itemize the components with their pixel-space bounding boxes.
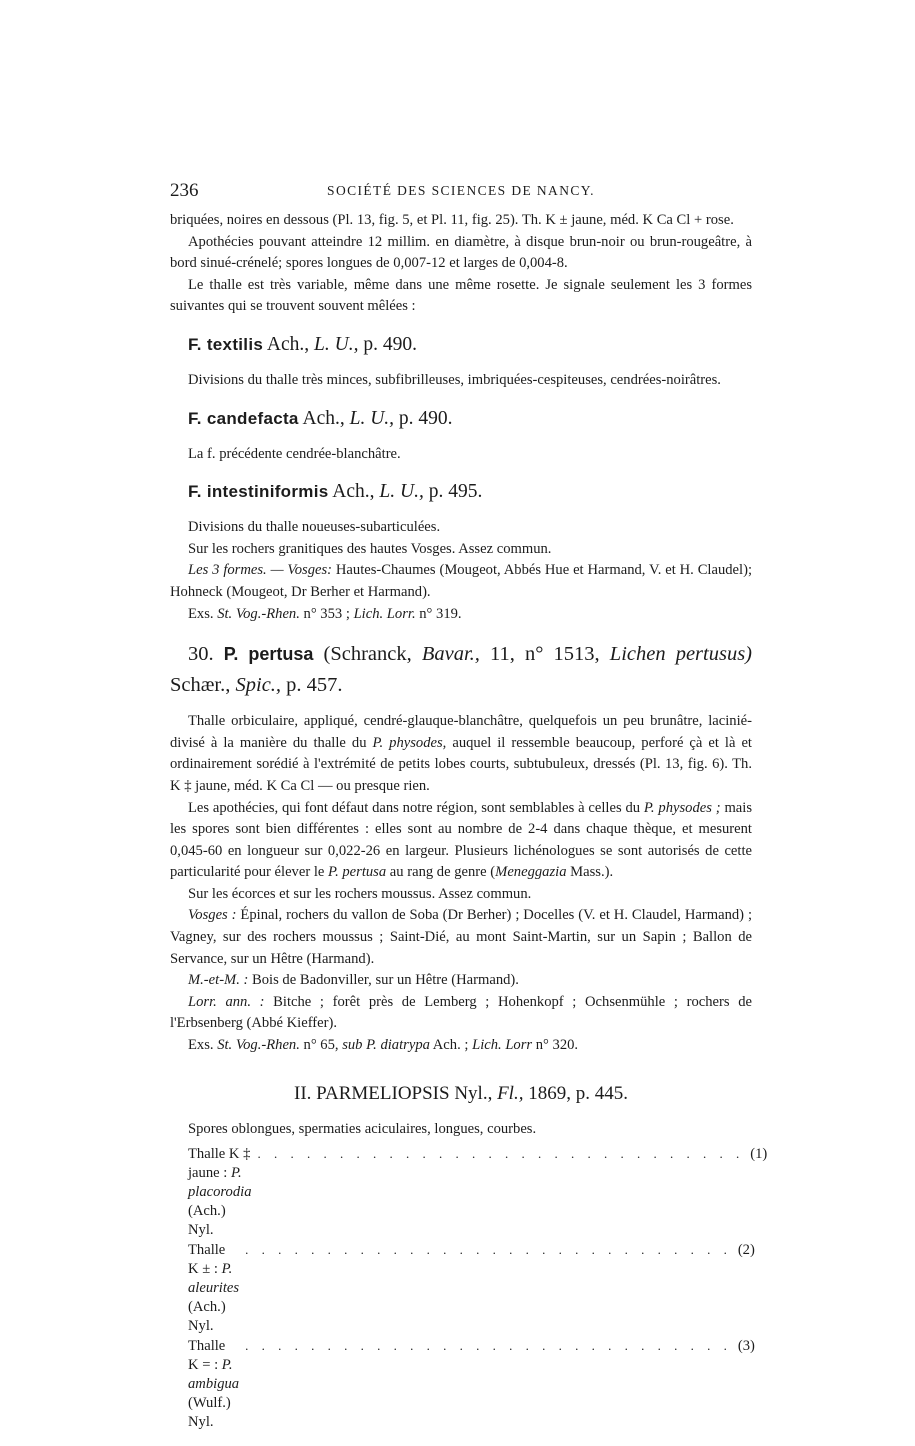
- locality-label: Vosges :: [188, 907, 237, 924]
- form-reference: L. U.,: [314, 333, 359, 355]
- genus-name: II. PARMELIOPSIS Nyl.,: [294, 1082, 498, 1104]
- locality-paragraph: [170, 905, 752, 970]
- key-number: (1): [750, 1146, 768, 1163]
- key-species: P. ambigua: [188, 1357, 240, 1393]
- paragraph: Le thalle est très variable, même dans une même rosette. Je signale seulement les 3 formes suivantes qui se trouvent souvent mêlées :: [170, 276, 752, 315]
- text-run: Meneggazia: [495, 864, 567, 881]
- locality-paragraph: [170, 992, 752, 1035]
- locality-label: Les 3 formes. — Vosges:: [188, 562, 333, 579]
- paragraph: Sur les rochers granitiques des hautes Vosges. Assez commun.: [188, 540, 552, 557]
- form-page: p. 490.: [398, 407, 453, 429]
- species-citation: Bavar.,: [421, 643, 480, 666]
- locality-paragraph: [170, 560, 752, 603]
- key-text: [188, 1337, 239, 1432]
- key-char: Thalle K ‡ jaune :: [188, 1146, 251, 1182]
- text-run: Thalle orbiculaire, appliqué, cendré-glauque-blanchâtre, quelquefois un peu brunâtre, lacinié-divisé à la manière du thalle du: [170, 713, 752, 751]
- species-citation: Schær.,: [170, 674, 236, 697]
- form-reference: L. U.,: [349, 407, 395, 429]
- paragraph: Divisions du thalle noueuses-subarticulées.: [188, 519, 441, 536]
- text-run: Les apothécies, qui font défaut dans notre région, sont semblables à celles du: [188, 799, 644, 816]
- exsiccata-paragraph: [170, 1035, 752, 1057]
- exs-series: St. Vog.-Rhen.: [217, 1037, 300, 1054]
- page-header: [170, 180, 752, 206]
- key-author: (Ach.) Nyl.: [188, 1299, 226, 1335]
- locality-paragraph: [170, 970, 752, 992]
- page-number: 236: [170, 180, 199, 201]
- key-number: (3): [737, 1338, 755, 1355]
- paragraph: [170, 711, 752, 797]
- form-author: Ach.,: [332, 481, 375, 503]
- key-char: Thalle K ± :: [188, 1242, 226, 1278]
- genus-ref: Fl.,: [497, 1082, 524, 1104]
- key-species: P. aleurites: [188, 1261, 240, 1297]
- paragraph: La f. précédente cendrée-blanchâtre.: [188, 445, 401, 462]
- exs-label: Exs.: [188, 1037, 218, 1054]
- exs-number: n° 319.: [415, 605, 462, 622]
- form-name: F. textilis: [188, 334, 264, 354]
- key-char: Thalle K = :: [188, 1338, 226, 1374]
- key-text: [188, 1145, 252, 1240]
- form-reference: L. U.,: [379, 481, 424, 503]
- key-number: (2): [737, 1242, 755, 1259]
- text-run: mais les spores sont bien différentes : elles sont au nombre de 2-4 dans chaque thèque, et mesurent 0,045-60 en longueur sur 0,022-26 en largeur. Plusieurs lichénologues se sont autorisés de cette particularité pour élever le: [170, 799, 753, 881]
- form-author: Ach.,: [302, 407, 345, 429]
- locality-text: Bois de Badonviller, sur un Hêtre (Harmand).: [248, 972, 519, 989]
- locality-text: Épinal, rochers du vallon de Soba (Dr Berher) ; Docelles (V. et H. Claudel, Harmand) ; Vagney, sur des rochers moussus ; Saint-Dié, au mont Saint-Martin, sur un Sapin ; Ballon de Servance, sur un Hêtre (Harmand).: [170, 907, 752, 967]
- paragraph: Sur les écorces et sur les rochers moussus. Assez commun.: [188, 885, 532, 902]
- genus-heading: [170, 1081, 752, 1107]
- dot-leader: . . . . . . . . . . . . . . . . . . . . . . . . . . . . . .: [245, 1242, 732, 1258]
- species-citation: (Schranck,: [313, 643, 422, 666]
- exs-series: Lich. Lorr: [472, 1037, 533, 1054]
- locality-text: Bitche ; forêt près de Lemberg ; Hohenkopf ; Ochsenmühle ; rochers de l'Erbsenberg (Abbé Kieffer).: [170, 993, 752, 1032]
- species-citation: Lichen pertusus): [609, 643, 752, 666]
- locality-text: Hautes-Chaumes (Mougeot, Abbés Hue et Harmand, V. et H. Claudel); Hohneck (Mougeot, Dr Berher et Harmand).: [170, 562, 753, 600]
- text-run: P. physodes ;: [643, 799, 721, 816]
- form-author: Ach.,: [266, 333, 310, 355]
- key-row: [188, 1336, 755, 1432]
- exs-note: Ach. ;: [429, 1037, 473, 1054]
- form-heading: [188, 332, 752, 358]
- species-number: 30.: [188, 643, 214, 666]
- form-name: F. candefacta: [188, 408, 299, 428]
- page-body: [170, 210, 768, 1432]
- dot-leader: . . . . . . . . . . . . . . . . . . . . . . . . . . . . . .: [245, 1338, 732, 1354]
- form-heading: [188, 406, 752, 432]
- exs-number: n° 353 ;: [299, 605, 354, 622]
- genus-ref: 1869, p. 445.: [523, 1082, 628, 1104]
- text-run: au rang de genre (: [386, 864, 496, 881]
- text-run: Mass.).: [566, 864, 614, 881]
- locality-label: Lorr. ann. :: [188, 993, 265, 1010]
- species-citation: 11, n° 1513,: [479, 643, 610, 666]
- locality-label: M.-et-M. :: [188, 972, 249, 989]
- exs-series: St. Vog.-Rhen.: [217, 605, 300, 622]
- paragraph: Divisions du thalle très minces, subfibrilleuses, imbriquées-cespiteuses, cendrées-noirâtres.: [188, 371, 721, 388]
- key-text: [188, 1241, 239, 1336]
- exs-number: n° 65,: [299, 1037, 343, 1054]
- text-run: P. pertusa: [328, 864, 387, 881]
- exs-number: n° 320.: [532, 1037, 579, 1054]
- dot-leader: . . . . . . . . . . . . . . . . . . . . . . . . . . . . . .: [257, 1146, 745, 1162]
- species-citation: Spic.,: [235, 674, 282, 697]
- running-title: SOCIÉTÉ DES SCIENCES DE NANCY.: [327, 183, 595, 198]
- key-row: [188, 1240, 755, 1336]
- form-name: F. intestiniformis: [188, 482, 329, 502]
- exsiccata-paragraph: [170, 604, 752, 626]
- form-heading: [188, 479, 752, 505]
- species-heading: [170, 639, 752, 701]
- paragraph: Apothécies pouvant atteindre 12 millim. en diamètre, à disque brun-noir ou brun-rougeâtre, à bord sinué-crénelé; spores longues de 0,007-12 et larges de 0,004-8.: [170, 233, 752, 272]
- paragraph: briquées, noires en dessous (Pl. 13, fig. 5, et Pl. 11, fig. 25). Th. K ± jaune, méd. K Ca Cl + rose.: [170, 212, 734, 228]
- exs-label: Exs.: [188, 605, 218, 622]
- key-author: (Ach.) Nyl.: [188, 1203, 226, 1239]
- key-author: (Wulf.) Nyl.: [188, 1395, 231, 1431]
- paragraph: [170, 798, 752, 884]
- exs-note: sub P. diatrypa: [342, 1037, 430, 1054]
- key-species: P. placorodia: [188, 1165, 252, 1201]
- paragraph: Spores oblongues, spermaties aciculaires, longues, courbes.: [188, 1120, 537, 1137]
- exs-series: Lich. Lorr.: [353, 605, 416, 622]
- text-run: auquel il ressemble beaucoup, perforé çà et là et ordinairement sorédié à l'extrémité de petits lobes courts, subtubuleux, dressés (Pl. 13, fig. 6). Th. K ‡ jaune, méd. K Ca Cl — ou presque rien.: [170, 734, 752, 794]
- form-page: p. 495.: [428, 481, 483, 503]
- text-run: P. physodes,: [372, 734, 447, 751]
- form-page: p. 490.: [363, 333, 417, 355]
- species-name: P. pertusa: [223, 644, 314, 665]
- key-row: [188, 1144, 768, 1240]
- species-citation: p. 457.: [281, 674, 343, 697]
- identification-key: [170, 1144, 768, 1432]
